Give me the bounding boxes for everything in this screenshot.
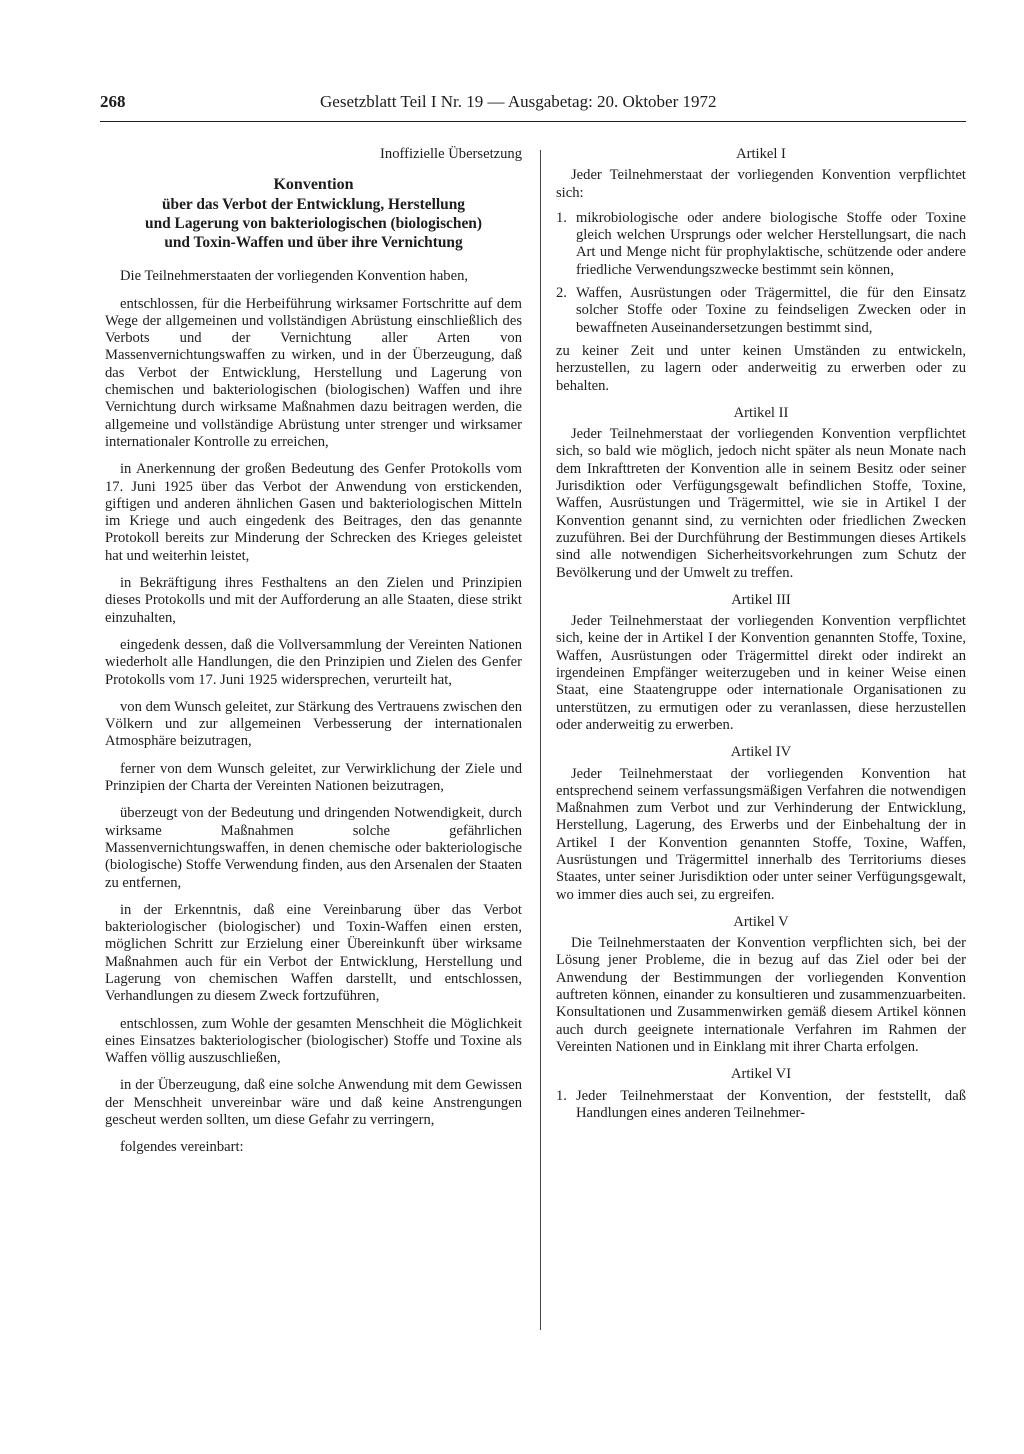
preamble-paragraph: in Anerkennung der großen Bedeutung des Genfer Protokolls vom 17. Juni 1925 über das Verbot der Anwendung von erstickenden, giftigen und anderen ähnlichen Gasen und bakteriologischen Mitteln im Kriege und auch eingedenk des Beitrages, den das genannte Protokoll bereits zur Minderung der Schrecken des Krieges geleistet hat und weiterhin leistet, (105, 461, 522, 564)
numbered-item (556, 285, 966, 337)
preamble-paragraph: von dem Wunsch geleitet, zur Stärkung des Vertrauens zwischen den Völkern und zur allgemeinen Verbesserung der internationalen Atmosphäre beizutragen, (105, 698, 522, 750)
preamble-closing: folgendes vereinbart: (120, 1139, 244, 1156)
article-heading: Artikel I (736, 146, 786, 162)
page-header (100, 92, 968, 122)
numbered-item (556, 1088, 966, 1123)
page-number: 268 (100, 92, 126, 111)
title-line: und Lagerung von bakteriologischen (biologischen) (145, 215, 482, 233)
header-rule (100, 121, 966, 122)
preamble-paragraph: überzeugt von der Bedeutung und dringenden Notwendigkeit, durch wirksame Maßnahmen solche gefährlichen Massenvernichtungswaffen, in denen chemische oder bakteriologische (biologische) Stoffe Verwendung finden, aus den Arsenalen der Staaten zu entfernen, (105, 805, 522, 891)
article-text: Die Teilnehmerstaaten der Konvention verpflichten sich, bei der Lösung jener Probleme, die in bezug auf das Ziel oder bei der Anwendung der Bestimmungen der vorliegenden Konvention auftreten können, einander zu konsultieren und zusammenzuarbeiten. Konsultationen und Zusammenwirken gemäß diesem Artikel können auch durch geeignete internationale Verfahren im Rahmen der Vereinten Nationen und in Einklang mit ihrer Charta erfolgen. (556, 935, 966, 1055)
gazette-title: Gesetzblatt Teil I Nr. 19 — Ausgabetag: 20. Oktober 1972 (320, 92, 717, 111)
article-text: Jeder Teilnehmerstaat der vorliegenden Konvention hat entsprechend seinem verfassungsmäßigen Verfahren die notwendigen Maßnahmen zum Verbot und zur Verhinderung der Entwicklung, Herstellung, Lagerung, des Erwerbs und der Einbehaltung der in Artikel I der Konvention genannten Stoffe, Toxine, Waffen, Ausrüstungen und Trägermittel innerhalb des Territoriums dieses Staates, unter seiner Jurisdiktion oder unter seiner Verfügungsgewalt, wo immer dies auch sei, zu ergreifen. (556, 765, 966, 903)
article-heading: Artikel III (731, 591, 791, 608)
preamble-paragraph: in Bekräftigung ihres Festhaltens an den Zielen und Prinzipien dieses Protokolls und mit der Aufforderung an alle Staaten, diese strikt einzuhalten, (105, 575, 522, 626)
preamble-paragraph: entschlossen, für die Herbeiführung wirksamer Fortschritte auf dem Wege der allgemeinen und vollständigen Abrüstung einschließlich des Verbots und der Vernichtung aller Arten von Massenvernichtungswaffen zu wirken, und in der Überzeugung, daß das Verbot der Entwicklung, Herstellung und Lagerung von chemischen und bakteriologischen (biologischen) Waffen und ihre Vernichtung durch wirksame Maßnahmen dazu beitragen werden, die allgemeine und vollständige Abrüstung unter strenger und wirksamer internationaler Kontrolle zu erreichen, (105, 295, 522, 450)
preamble-paragraph: eingedenk dessen, daß die Vollversammlung der Vereinten Nationen wiederholt alle Handlungen, die den Prinzipien und Zielen des Genfer Protokolls vom 17. Juni 1925 widersprechen, verurteilt hat, (105, 636, 522, 688)
preamble-paragraph: ferner von dem Wunsch geleitet, zur Verwirklichung der Ziele und Prinzipien der Charta der Vereinten Nationen beizutragen, (105, 760, 522, 795)
article-text: Jeder Teilnehmerstaat der vorliegenden Konvention verpflichtet sich: (556, 167, 966, 201)
numbered-item (556, 210, 966, 279)
column-divider (540, 150, 541, 1330)
article-heading: Artikel II (733, 404, 789, 421)
title-line: über das Verbot der Entwicklung, Herstellung (161, 196, 465, 214)
article-heading: Artikel IV (730, 744, 792, 761)
item-text: Jeder Teilnehmerstaat der Konvention, der feststellt, daß Handlungen eines anderen Teilnehmer- (576, 1087, 966, 1121)
item-text: Waffen, Ausrüstungen oder Trägermittel, die für den Einsatz solcher Stoffe oder Toxine zu feindseligen Zwecken oder in bewaffneten Auseinandersetzungen bestimmt sind, (576, 285, 966, 336)
article-text: Jeder Teilnehmerstaat der vorliegenden Konvention verpflichtet sich, so bald wie möglich, jedoch nicht später als neun Monate nach dem Inkrafttreten der Konvention alle in seinem Besitz oder seiner Jurisdiktion oder Verfügungsgewalt befindlichen Stoffe, Toxine, Waffen, Ausrüstungen und Trägermittel, wie sie in Artikel I der Konvention genannt sind, zu vernichten oder friedlichen Zwecken zuzuführen. Bei der Durchführung der Bestimmungen dieses Artikels sind alle notwendigen Sicherheitsvorkehrungen zum Schutz der Bevölkerung und der Umwelt zu treffen. (556, 426, 966, 581)
unofficial-translation-note: Inoffizielle Übersetzung (380, 146, 522, 162)
preamble-paragraph: in der Überzeugung, daß eine solche Anwendung mit dem Gewissen der Menschheit unvereinbar wäre und daß keine Anstrengungen gescheut werden sollten, um diese Gefahr zu verringern, (105, 1077, 522, 1129)
item-text: mikrobiologische oder andere biologische Stoffe oder Toxine gleich welchen Ursprungs oder welcher Herstellungsart, die nach Art und Menge nicht für prophylaktische, schützende oder andere friedliche Verwendungszwecke bestimmt sein können, (576, 209, 966, 278)
item-number: 1. (556, 209, 567, 226)
title-line: und Toxin-Waffen und über ihre Vernichtung (164, 234, 463, 252)
preamble-paragraph: in der Erkenntnis, daß eine Vereinbarung über das Verbot bakteriologischer (biologischer) und Toxin-Waffen einen ersten, möglichen Schritt zur Erzielung einer Übereinkunft über wirksame Maßnahmen auch für ein Verbot der Entwicklung, Herstellung und Lagerung von chemischen Waffen darstellt, und entschlossen, Verhandlungen zu diesem Zweck fortzuführen, (105, 901, 522, 1005)
item-number: 1. (556, 1087, 567, 1104)
right-column (556, 146, 966, 1128)
preamble-paragraph: entschlossen, zum Wohle der gesamten Menschheit die Möglichkeit eines Einsatzes bakteriologischer (biologischer) Stoffe und Toxine als Waffen völlig auszuschließen, (105, 1015, 522, 1067)
preamble-intro: Die Teilnehmerstaaten der vorliegenden Konvention haben, (120, 268, 469, 285)
left-column (105, 146, 522, 1167)
article-heading: Artikel V (733, 913, 789, 930)
convention-title (105, 175, 522, 252)
article-heading: Artikel VI (730, 1066, 792, 1083)
title-main: Konvention (273, 176, 354, 194)
article-text: zu keiner Zeit und unter keinen Umständen zu entwickeln, herzustellen, zu lagern oder anderweitig zu erwerben oder zu behalten. (556, 342, 966, 394)
item-number: 2. (556, 285, 567, 302)
article-text: Jeder Teilnehmerstaat der vorliegenden Konvention verpflichtet sich, keine der in Artikel I der Konvention genannten Stoffe, Toxine, Waffen, Ausrüstungen oder Trägermittel direkt oder indirekt an irgendeinen Empfänger weiterzugeben und in keiner Weise einen Staat, eine Staatengruppe oder internationale Organisationen zu unterstützen, zu ermutigen oder zu veranlassen, diese herzustellen oder anderweitig zu erwerben. (556, 613, 966, 733)
